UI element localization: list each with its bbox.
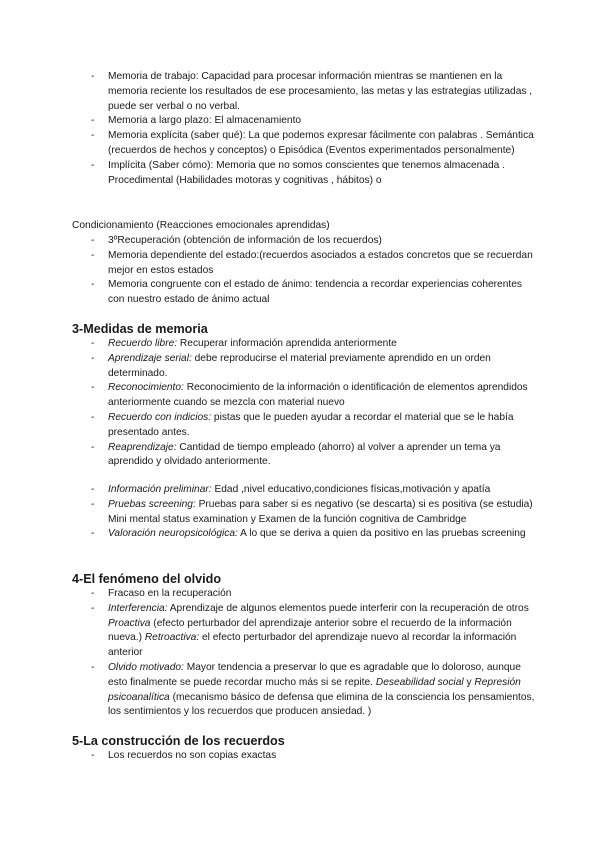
condicionamiento-line: Condicionamiento (Reacciones emocionales aprendidas) [72,220,330,231]
list-item: - Memoria dependiente del estado:(recuerdos asociados a estados concretos que se recuerdan mejor en estos estados [0,249,600,279]
evaluacion-section [0,483,600,542]
recuperacion-list [0,234,600,308]
definition: debe reproducirse el material previamente aprendido en un orden determinado. [108,352,491,379]
list-item [0,337,600,352]
term: Recuerdo con indicios: [108,411,212,423]
connector: y [463,676,475,688]
definition: Edad ,nivel educativo,condiciones físicas,motivación y apatía [211,484,491,495]
term: Recuerdo libre: [108,338,178,349]
term: Olvido motivado: [108,661,184,673]
list-item [0,527,600,542]
list-item [0,483,600,498]
list-item: - Implícita (Saber cómo): Memoria que no somos conscientes que tenemos almacenada . Procedimental (Habilidades motoras y cognitivas , hábitos) o [0,159,600,189]
list-item [0,498,600,528]
definition: A lo que se deriva a quien da positivo en las pruebas screening [237,528,526,540]
definition: Mayor tendencia a preservar lo que es agradable que lo doloroso, aunque esto finalmente se puede recordar mucho más si se repite. [108,661,521,688]
term: Proactiva [108,617,151,629]
definition: (efecto perturbador del aprendizaje anterior sobre el recuerdo de la información nueva.) [108,617,512,644]
medidas-section [0,337,600,470]
definition: Reconocimiento de la información o identificación de elementos aprendidos anteriormente cuando se mezcla con material nuevo [108,382,528,409]
definition: Aprendizaje de algunos elementos puede interferir con la recuperación de otros [167,602,529,614]
list-item: - Memoria congruente con el estado de ánimo: tendencia a recordar experiencias coherentes con nuestro estado de ánimo actual [0,278,600,308]
term: Retroactiva: [144,632,200,644]
section-heading-construccion: 5-La construcción de los recuerdos [72,734,285,748]
section-heading-olvido: 4-El fenómeno del olvido [72,572,222,586]
construccion-list [0,749,600,764]
list-item [0,441,600,471]
list-item [0,602,600,661]
definition: Pruebas para saber si es negativo (se descarta) si es positiva (se estudia) Mini mental status examination y Examen de la función cognitiva de Cambridge [108,498,533,525]
term: Aprendizaje serial: [108,352,192,364]
term: Reaprendizaje: [108,441,177,453]
list-item: - Memoria explícita (saber qué): La que podemos expresar fácilmente con palabras . Semántica (recuerdos de hechos y conceptos) o Episódica (Eventos experimentados personalmente) [0,129,600,159]
memory-types-section [0,70,600,188]
list-item: - Los recuerdos no son copias exactas [0,749,600,764]
list-item: - Memoria de trabajo: Capacidad para procesar información mientras se mantienen en la memoria reciente los resultados de ese procesamiento, las metas y las estrategias utilizadas , puede ser verbal o no verbal. [0,70,600,114]
definition: Cantidad de tiempo empleado (ahorro) al volver a aprender un tema ya aprendido y olvidado anteriormente. [108,441,501,468]
olvido-list [0,587,600,720]
definition: Recuperar información aprendida anteriormente [177,338,397,349]
construccion-section [0,749,600,764]
list-item: - Memoria a largo plazo: El almacenamiento [0,114,600,129]
term: Deseabilidad social [375,676,464,688]
list-item [0,661,600,720]
term: Información preliminar: [108,484,212,495]
memory-types-list [0,70,600,188]
term: Valoración neuropsicológica: [108,528,238,540]
evaluacion-list [0,483,600,542]
definition: (mecanismo básico de defensa que elimina de la consciencia los pensamientos, los sentimientos y los recuerdos que producen ansiedad. ) [108,691,535,718]
list-item: - Fracaso en la recuperación [0,587,600,602]
term: Interferencia: [108,602,168,614]
list-item [0,352,600,382]
recuperacion-section [0,234,600,308]
definition: el efecto perturbador del aprendizaje nuevo al recordar la información anterior [108,632,517,659]
term: Pruebas screening: [108,498,196,510]
list-item: - 3ºRecuperación (obtención de información de los recuerdos) [0,234,600,249]
olvido-section [0,587,600,720]
medidas-list [0,337,600,470]
list-item [0,381,600,411]
term: Represión psicoanalítica [108,676,521,703]
term: Reconocimiento: [108,382,184,394]
definition: pistas que le pueden ayudar a recordar el material que se le había presentado antes. [108,411,514,438]
list-item [0,411,600,441]
section-heading-medidas: 3-Medidas de memoria [72,322,208,336]
